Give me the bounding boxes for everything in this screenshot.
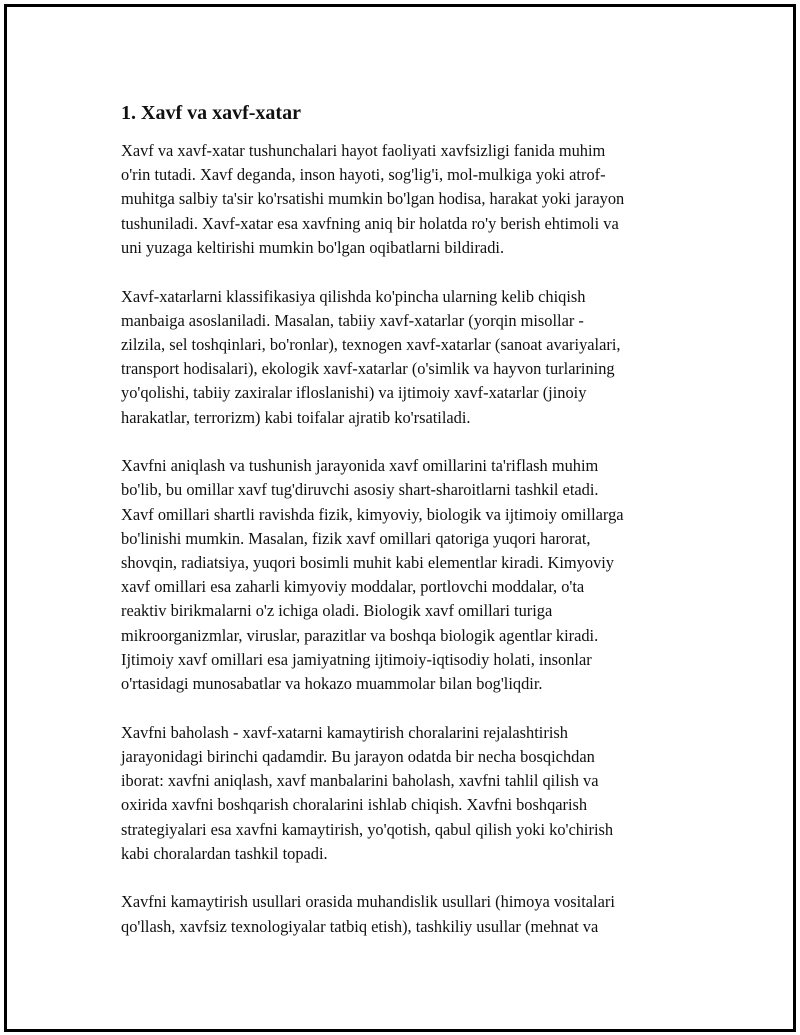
- document-page: [4, 4, 796, 1032]
- paragraph-definition: Xavf va xavf-xatar tushunchalari hayot faoliyati xavfsizligi fanida muhim o'rin tutadi. Xavf deganda, inson hayoti, sog'lig'i, mol-mulkiga yoki atrof- muhitga salbiy ta'sir ko'rsatishi mumkin bo'lgan hodisa, harakat yoki jarayon tushuniladi. Xavf-xatar esa xavfning aniq bir holatda ro'y berish ehtimoli va uni yuzaga keltirishi mumkin bo'lgan oqibatlarni bildiradi.: [121, 141, 625, 257]
- paragraph-risk-reduction: Xavfni kamaytirish usullari orasida muhandislik usullari (himoya vositalari qo'llash, xavfsiz texnologiyalar tatbiq etish), tashkiliy usullar (mehnat va: [121, 892, 615, 936]
- section-heading: 1. Xavf va xavf-xatar: [121, 102, 301, 124]
- paragraph-risk-assessment: Xavfni baholash - xavf-xatarni kamaytirish choralarini rejalashtirish jarayonidagi birinchi qadamdir. Bu jarayon odatda bir necha bosqichdan iborat: xavfni aniqlash, xavf manbalarini baholash, xavfni tahlil qilish va oxirida xavfni boshqarish choralarini ishlab chiqish. Xavfni boshqarish strategiyalari esa xavfni kamaytirish, yo'qotish, qabul qilish yoki ko'chirish kabi choralardan tashkil topadi.: [121, 722, 614, 863]
- paragraph-classification: Xavf-xatarlarni klassifikasiya qilishda ko'pincha ularning kelib chiqish manbaiga asoslaniladi. Masalan, tabiiy xavf-xatarlar (yorqin misollar - zilzila, sel toshqinlari, bo'ronlar), texnogen xavf-xatarlar (sanoat avariyalari, transport hodisalari), ekologik xavf-xatarlar (o'simlik va hayvon turlarining yo'qolishi, tabiiy zaxiralar ifloslanishi) va ijtimoiy xavf-xatarlar (jinoiy harakatlar, terrorizm) kabi toifalar ajratib ko'rsatiladi.: [121, 286, 621, 427]
- document-body: [121, 99, 701, 963]
- paragraph-risk-factors: Xavfni aniqlash va tushunish jarayonida xavf omillarini ta'riflash muhim bo'lib, bu omillar xavf tug'diruvchi asosiy shart-sharoitlarni tashkil etadi. Xavf omillari shartli ravishda fizik, kimyoviy, biologik va ijtimoiy omillarga bo'linishi mumkin. Masalan, fizik xavf omillari qatoriga yuqori harorat, shovqin, radiatsiya, yuqori bosimli muhit kabi elementlar kiradi. Kimyoviy xavf omillari esa zaharli kimyoviy moddalar, portlovchi moddalar, o'ta reaktiv birikmalarni o'z ichiga oladi. Biologik xavf omillari turiga mikroorganizmlar, viruslar, parazitlar va boshqa biologik agentlar kiradi. Ijtimoiy xavf omillari esa jamiyatning ijtimoiy-iqtisodiy holati, insonlar o'rtasidagi munosabatlar va hokazo muammolar bilan bog'liqdir.: [121, 456, 624, 694]
